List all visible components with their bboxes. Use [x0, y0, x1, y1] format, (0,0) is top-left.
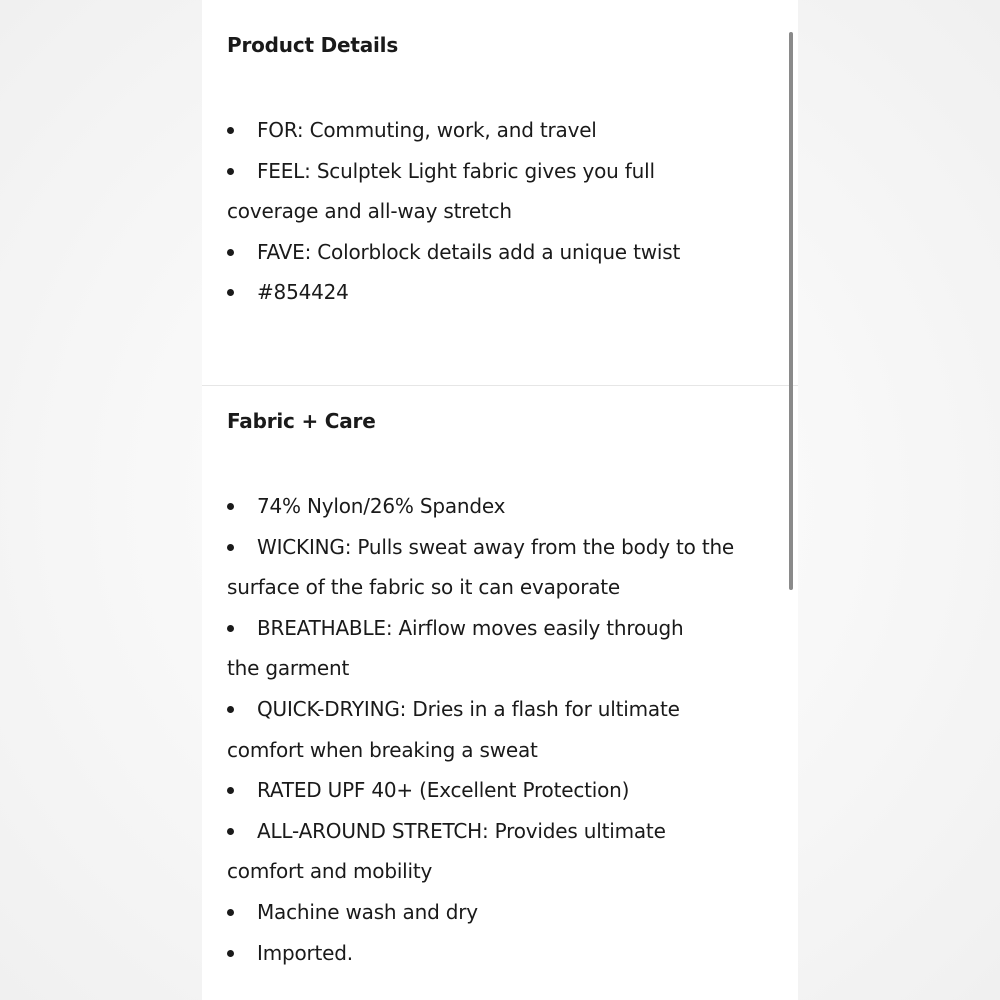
bullet-icon: [227, 828, 234, 835]
bullet-icon: [227, 787, 234, 794]
list-item: [227, 689, 772, 770]
section-divider: [202, 385, 798, 386]
list-item: [227, 811, 772, 892]
list-item-text: #854424: [257, 280, 349, 305]
list-item-text-continued: the garment: [227, 656, 350, 681]
list-item: [227, 232, 772, 273]
list-item-text: ALL-AROUND STRETCH: Provides ultimate: [257, 818, 666, 843]
list-item-text: QUICK-DRYING: Dries in a flash for ultimate: [257, 696, 680, 721]
bullet-icon: [227, 544, 234, 551]
bullet-icon: [227, 249, 234, 256]
list-item-text: Imported.: [257, 940, 353, 965]
fabric-care-title: Fabric + Care: [227, 409, 376, 433]
list-item-text: RATED UPF 40+ (Excellent Protection): [257, 778, 630, 803]
list-item: [227, 151, 772, 232]
list-item: [227, 527, 772, 608]
bullet-icon: [227, 127, 234, 134]
list-item: [227, 933, 772, 974]
product-info-panel: [202, 0, 798, 1000]
list-item-text: WICKING: Pulls sweat away from the body to the: [257, 534, 735, 559]
list-item: [227, 486, 772, 527]
list-item: [227, 608, 772, 689]
list-item-text: FAVE: Colorblock details add a unique twist: [257, 239, 681, 264]
list-item-text-continued: coverage and all-way stretch: [227, 199, 512, 224]
bullet-icon: [227, 625, 234, 632]
bullet-icon: [227, 909, 234, 916]
list-item-text: FEEL: Sculptek Light fabric gives you full: [257, 158, 655, 183]
product-details-title: Product Details: [227, 33, 399, 57]
bullet-icon: [227, 950, 234, 957]
scrollbar-thumb[interactable]: [789, 32, 793, 590]
list-item-text-continued: surface of the fabric so it can evaporate: [227, 575, 621, 600]
list-item-text: BREATHABLE: Airflow moves easily through: [257, 615, 684, 640]
list-item: [227, 272, 772, 313]
list-item-text-continued: comfort when breaking a sweat: [227, 737, 538, 762]
list-item-text: Machine wash and dry: [257, 899, 478, 924]
bullet-icon: [227, 503, 234, 510]
fabric-care-section: [227, 406, 772, 973]
list-item: [227, 770, 772, 811]
bullet-icon: [227, 289, 234, 296]
list-item: [227, 110, 772, 151]
list-item: [227, 892, 772, 933]
product-details-section: [227, 30, 772, 313]
bullet-icon: [227, 168, 234, 175]
product-details-list: [227, 110, 772, 313]
list-item-text: FOR: Commuting, work, and travel: [257, 118, 597, 142]
list-item-text: 74% Nylon/26% Spandex: [257, 494, 506, 518]
bullet-icon: [227, 706, 234, 713]
fabric-care-list: [227, 486, 772, 973]
list-item-text-continued: comfort and mobility: [227, 859, 433, 884]
